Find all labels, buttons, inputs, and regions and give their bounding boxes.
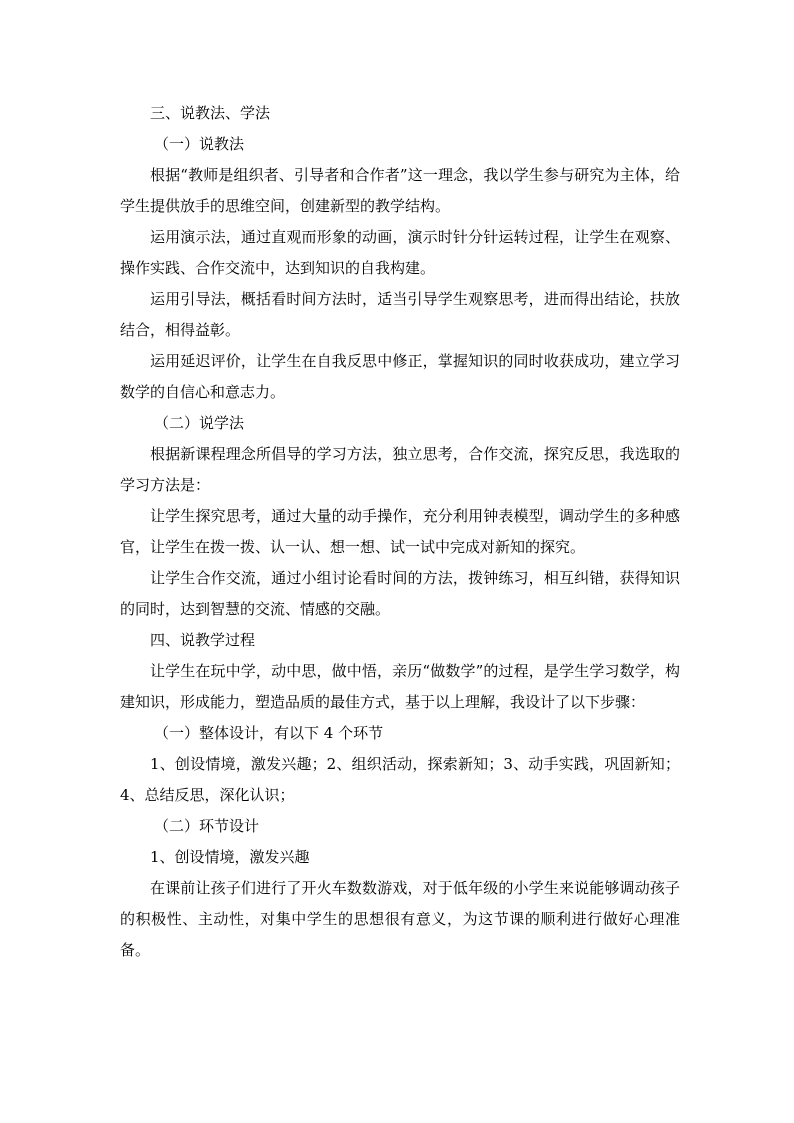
paragraph: 根据“教师是组织者、引导者和合作者”这一理念，我以学生参与研究为主体，给学生提供放手的思维空间，创建新型的教学结构。 [120, 166, 680, 215]
paragraph: 运用演示法，通过直观而形象的动画，演示时针分针运转过程，让学生在观察、操作实践、合作交流中，达到知识的自我构建。 [120, 228, 680, 277]
paragraph: 运用延迟评价，让学生在自我反思中修正，掌握知识的同时收获成功，建立学习数学的自信心和意志力。 [120, 352, 680, 401]
paragraph: 运用引导法，概括看时间方法时，适当引导学生观察思考，进而得出结论，扶放结合，相得益彰。 [120, 290, 680, 339]
section-heading-teaching-methods: 三、说教法、学法 [150, 104, 271, 122]
step-title: 1、创设情境，激发兴趣 [150, 848, 310, 866]
paragraph: 让学生探究思考，通过大量的动手操作，充分利用钟表模型，调动学生的多种感官，让学生在拨一拨、认一认、想一想、试一试中完成对新知的探究。 [120, 507, 680, 556]
paragraph: 在课前让孩子们进行了开火车数数游戏，对于低年级的小学生来说能够调动孩子的积极性、主动性，对集中学生的思想很有意义，为这节课的顺利进行做好心理准备。 [120, 879, 680, 959]
paragraph: 根据新课程理念所倡导的学习方法，独立思考，合作交流，探究反思，我选取的学习方法是： [120, 445, 680, 494]
paragraph: 让学生合作交流，通过小组讨论看时间的方法，拨钟练习，相互纠错，获得知识的同时，达到智慧的交流、情感的交融。 [120, 569, 680, 618]
subheading-stage-design: （二）环节设计 [154, 817, 260, 835]
subheading-teaching-method: （一）说教法 [154, 135, 245, 153]
subheading-learning-method: （二）说学法 [154, 414, 245, 432]
document-body [120, 98, 680, 966]
section-heading-teaching-process: 四、说教学过程 [150, 631, 256, 649]
paragraph: 让学生在玩中学，动中思，做中悟，亲历“做数学”的过程，是学生学习数学，构建知识，形成能力，塑造品质的最佳方式，基于以上理解，我设计了以下步骤： [120, 662, 680, 711]
paragraph: 1、创设情境，激发兴趣；2、组织活动，探索新知；3、动手实践，巩固新知；4、总结反思，深化认识； [120, 755, 680, 804]
subheading-overall-design: （一）整体设计，有以下 4 个环节 [154, 724, 384, 742]
